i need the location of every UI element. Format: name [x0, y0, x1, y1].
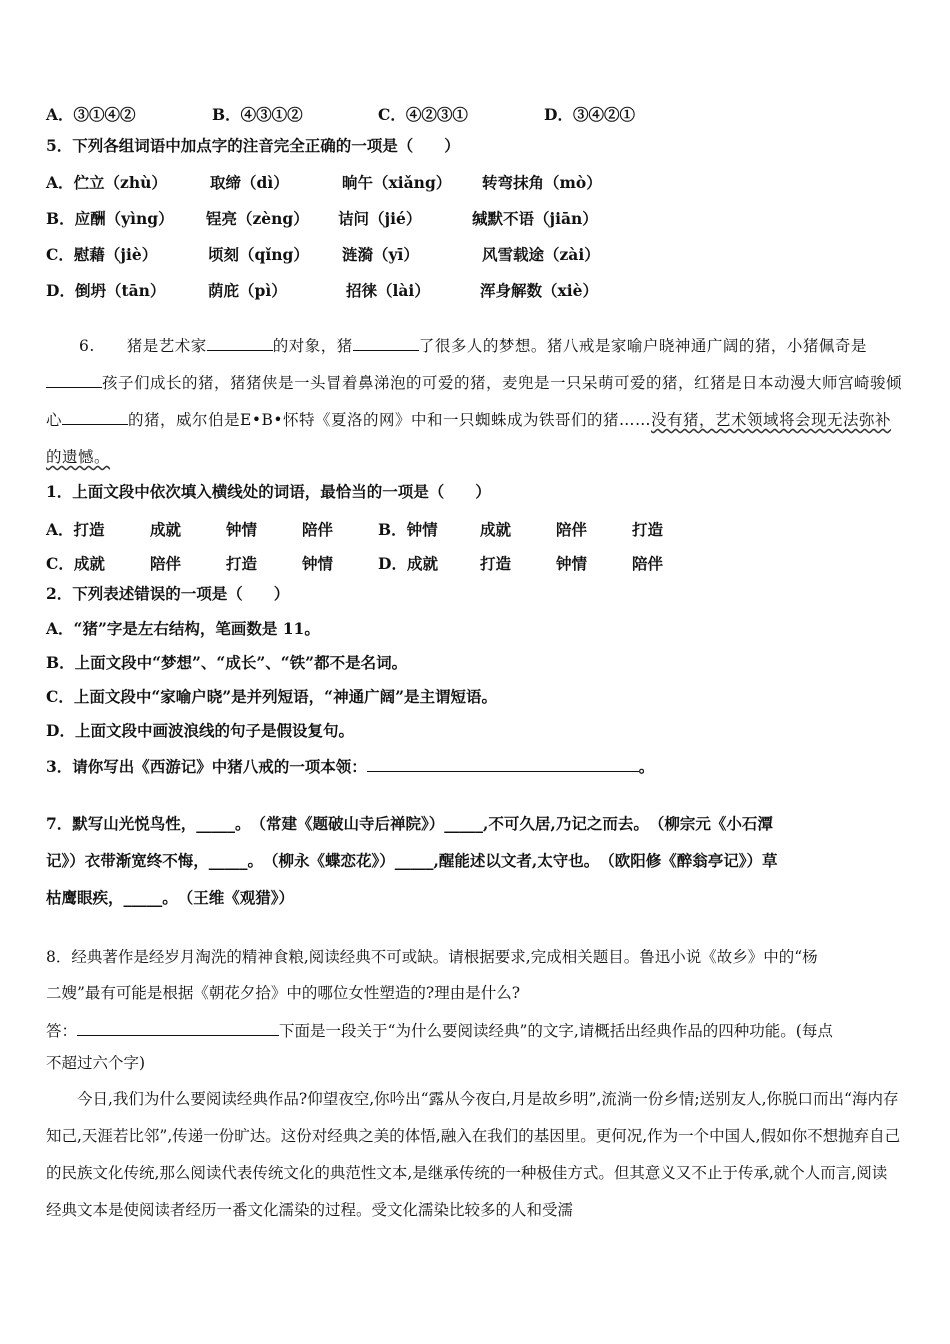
q6-s1-9: C．成就	[46, 554, 105, 573]
q6-blank-2[interactable]	[353, 336, 419, 351]
q6-s1-11: 打造	[226, 554, 258, 573]
q8-line-2: 二嫂”最有可能是根据《朝花夕拾》中的哪位女性塑造的?理由是什么?	[46, 984, 521, 1002]
q5-stem: 5．下列各组词语中加点字的注音完全正确的一项是（ ）	[46, 136, 460, 155]
q6-sub2-b: B．上面文段中“梦想”、“成长”、“铁”都不是名词。	[46, 653, 408, 672]
q6-blank-1[interactable]	[207, 336, 273, 351]
q6-sub3-text: 3．请你写出《西游记》中猪八戒的一项本领：	[46, 757, 367, 776]
q8-answer-blank[interactable]	[77, 1021, 279, 1036]
q8-line-3-text: 下面是一段关于“为什么要阅读经典”的文字,请概括出经典作品的四种功能。(每点	[279, 1022, 833, 1040]
q5-b-1: B．应酬（yìng）	[46, 209, 174, 228]
q6-sub2-d: D．上面文段中画波浪线的句子是假设复句。	[46, 721, 354, 740]
q5-b-3: 诘问（jié）	[338, 209, 422, 228]
q5-d-1: D．倒坍（tān）	[46, 281, 166, 300]
q8-answer-label: 答：	[46, 1022, 78, 1040]
q5-c-1: C．慰藉（jiè）	[46, 245, 158, 264]
q6-s1-15: 钟情	[556, 554, 588, 573]
q5-d-3: 招徕（lài）	[346, 281, 430, 300]
q8-passage: 今日,我们为什么要阅读经典作品?仰望夜空,你吟出“露从今夜白,月是故乡明”,流淌一份乡情;送别友人,你脱口而出“海内存知己,天涯若比邻”,传递一份旷达。这份对经典之美的体悟,融入在我们的基因里。更何况,作为一个中国人,假如你不想抛弃自己的民族文化传统,那么阅读代表传统文化的典范性文本,是继承传统的一种极佳方式。但其意义又不止于传承,就个人而言,阅读经典文本是使阅读者经历一番文化濡染的过程。受文化濡染比较多的人和受濡	[46, 1090, 901, 1219]
q6-s1-10: 陪伴	[150, 554, 182, 573]
q6-wavy-sentence: 没有猪，艺术领域将会现无法弥补的遗憾。	[46, 411, 892, 466]
q5-b-4: 缄默不语（jiān）	[472, 209, 598, 228]
q5-d-2: 荫庇（pì）	[208, 281, 287, 300]
q5-row-a	[46, 171, 602, 193]
q4-options	[46, 103, 635, 125]
q6-text-4: 孩子们成长的猪，猪猪侠是一头冒着鼻涕泡的可爱的猪，麦兜是一只呆萌可爱的猪，红猪是日本动漫大师宫崎骏倾心	[46, 374, 903, 429]
q6-s1-5: B．钟情	[378, 520, 438, 539]
q5-c-2: 顷刻（qǐng）	[208, 245, 309, 264]
q7-line-2: 记》）衣带渐宽终不悔，_____。 （柳永《蝶恋花》）_____,醒能述以文者,太守也。 （欧阳修《醉翁亭记》）草	[46, 851, 778, 870]
q6-sub1-row-2	[46, 552, 663, 574]
q6-s1-16: 陪伴	[632, 554, 664, 573]
q6-text-5: 的猪，威尔伯是E•B•怀特《夏洛的网》中和一只蜘蛛成为铁哥们的猪……	[128, 411, 652, 429]
q6-sub1-stem: 1．上面文段中依次填入横线处的词语，最恰当的一项是（ ）	[46, 482, 491, 501]
q6-passage	[46, 328, 902, 476]
q6-s1-6: 成就	[480, 520, 512, 539]
q6-s1-4: 陪伴	[302, 520, 334, 539]
q6-sub3-end: 。	[638, 757, 655, 776]
q6-s1-12: 钟情	[302, 554, 334, 573]
q4-option-d: D．③④②①	[544, 105, 635, 124]
q6-sub3-answer-blank[interactable]	[367, 757, 639, 772]
q5-row-b	[46, 207, 598, 229]
q6-sub3	[46, 757, 654, 775]
q6-s1-2: 成就	[150, 520, 182, 539]
q6-blank-3[interactable]	[46, 373, 102, 388]
q8-line-3	[46, 1021, 833, 1040]
q5-row-d	[46, 279, 598, 301]
q5-a-1: A．伫立（zhù）	[46, 173, 167, 192]
q6-s1-3: 钟情	[226, 520, 258, 539]
q6-sub2-c: C．上面文段中“家喻户晓”是并列短语，“神通广阔”是主谓短语。	[46, 687, 498, 706]
q6-text-2: 的对象，猪	[272, 337, 353, 355]
q6-s1-1: A．打造	[46, 520, 105, 539]
q8-line-4: 不超过六个字)	[46, 1054, 146, 1072]
q6-sub2-a: A．“猪”字是左右结构，笔画数是 11。	[46, 619, 320, 638]
q6-s1-7: 陪伴	[556, 520, 588, 539]
q5-c-3: 涟漪（yī）	[342, 245, 419, 264]
q6-blank-4[interactable]	[62, 410, 128, 425]
q8-line-1: 8．经典著作是经岁月淘洗的精神食粮,阅读经典不可或缺。请根据要求,完成相关题目。鲁迅小说《故乡》中的“杨	[46, 948, 818, 966]
q6-sub2-stem: 2．下列表述错误的一项是（ ）	[46, 584, 290, 603]
q5-d-4: 浑身解数（xiè）	[480, 281, 598, 300]
q6-text-1: 6. 猪是艺术家	[79, 337, 207, 355]
q5-a-2: 取缔（dì）	[210, 173, 289, 192]
q7-line-1: 7．默写山光悦鸟性，_____。 （常建《题破山寺后禅院》）_____,不可久居,乃记之而去。 （柳宗元《小石潭	[46, 814, 773, 833]
q6-sub1-row-1	[46, 518, 663, 540]
q7-line-3: 枯鹰眼疾，_____。 （王维《观猎》）	[46, 888, 295, 907]
q5-a-3: 晌午（xiǎng）	[342, 173, 452, 192]
q5-b-2: 锃亮（zèng）	[206, 209, 309, 228]
q4-option-c: C．④②③①	[378, 105, 468, 124]
q6-s1-13: D．成就	[378, 554, 438, 573]
q6-s1-8: 打造	[632, 520, 664, 539]
q5-c-4: 风雪载途（zài）	[482, 245, 600, 264]
q5-a-4: 转弯抹角（mò）	[482, 173, 602, 192]
q4-option-a: A．③①④②	[46, 105, 136, 124]
q6-s1-14: 打造	[480, 554, 512, 573]
q6-text-3: 了很多人的梦想。猪八戒是家喻户晓神通广阔的猪，小猪佩奇是	[418, 337, 867, 355]
q4-option-b: B．④③①②	[212, 105, 303, 124]
q5-row-c	[46, 243, 600, 265]
